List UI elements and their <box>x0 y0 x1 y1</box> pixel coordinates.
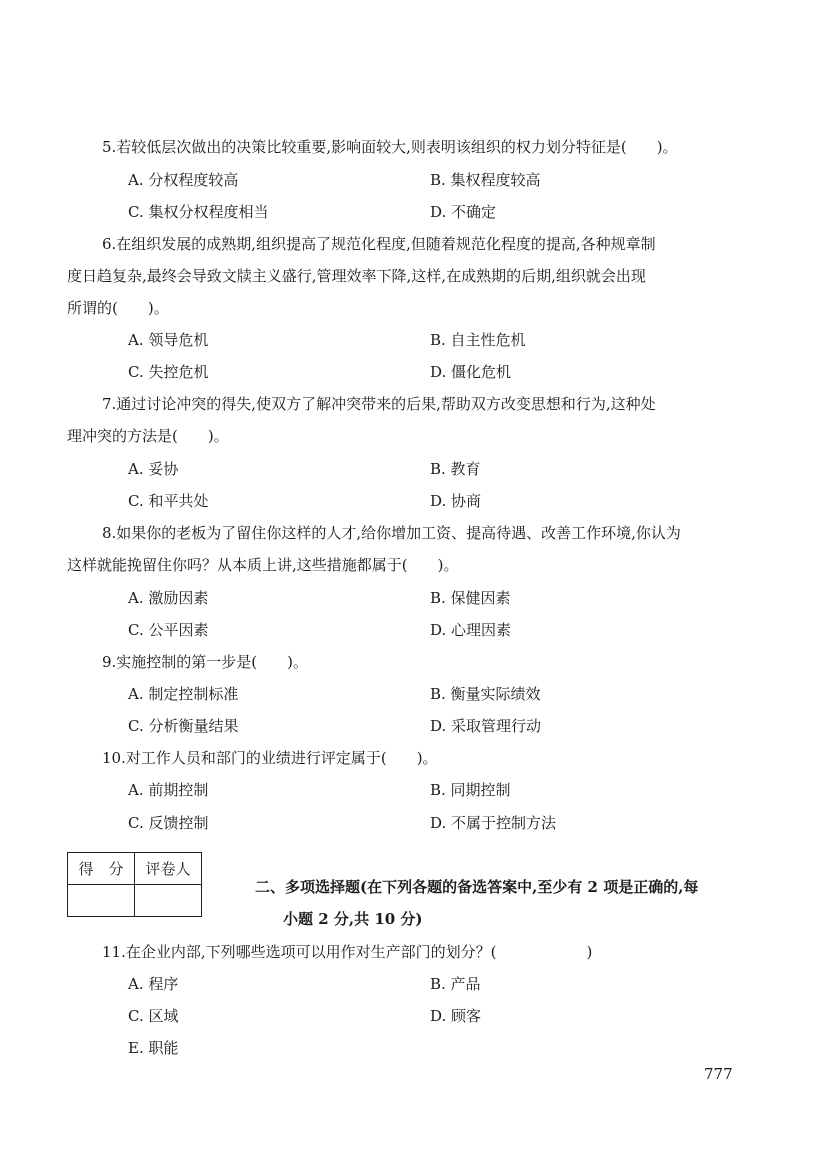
question-6-stem-line-1: 6.在组织发展的成熟期,组织提高了规范化程度,但随着规范化程度的提高,各种规章制 <box>102 235 656 253</box>
question-8-option-d: D. 心理因素 <box>430 621 512 639</box>
question-7-option-a: A. 妥协 <box>128 460 179 478</box>
question-7-option-c: C. 和平共处 <box>128 492 209 510</box>
question-6-option-a: A. 领导危机 <box>128 331 209 349</box>
question-11-option-d: D. 顾客 <box>430 1007 482 1025</box>
score-label: 得 分 <box>68 853 135 885</box>
question-10-option-c: C. 反馈控制 <box>128 814 209 832</box>
question-11-option-a: A. 程序 <box>128 975 179 993</box>
question-9-option-c: C. 分析衡量结果 <box>128 717 239 735</box>
question-9-option-a: A. 制定控制标准 <box>128 685 239 703</box>
question-8-option-b: B. 保健因素 <box>430 589 511 607</box>
question-7-option-d: D. 协商 <box>430 492 482 510</box>
section-2-heading-line-1: 二、多项选择题(在下列各题的备选答案中,至少有 2 项是正确的,每 <box>255 878 699 896</box>
score-field[interactable] <box>68 885 135 917</box>
question-5-option-b: B. 集权程度较高 <box>430 171 541 189</box>
question-9-option-d: D. 采取管理行动 <box>430 717 542 735</box>
question-7-stem-line-2: 理冲突的方法是( )。 <box>67 427 229 445</box>
question-5-option-c: C. 集权分权程度相当 <box>128 203 269 221</box>
question-8-option-c: C. 公平因素 <box>128 621 209 639</box>
question-10-stem: 10.对工作人员和部门的业绩进行评定属于( )。 <box>102 749 438 767</box>
question-6-option-c: C. 失控危机 <box>128 363 209 381</box>
question-9-option-b: B. 衡量实际绩效 <box>430 685 541 703</box>
grader-field[interactable] <box>135 885 202 917</box>
question-5-option-a: A. 分权程度较高 <box>128 171 239 189</box>
grader-label: 评卷人 <box>135 853 202 885</box>
score-table <box>67 852 202 917</box>
question-6-stem-line-2: 度日趋复杂,最终会导致文牍主义盛行,管理效率下降,这样,在成熟期的后期,组织就会出现 <box>67 267 646 285</box>
question-11-option-e: E. 职能 <box>128 1039 179 1057</box>
question-5-stem: 5.若较低层次做出的决策比较重要,影响面较大,则表明该组织的权力划分特征是( )。 <box>102 138 678 156</box>
question-11-option-b: B. 产品 <box>430 975 481 993</box>
question-10-option-b: B. 同期控制 <box>430 781 511 799</box>
question-7-stem-line-1: 7.通过讨论冲突的得失,使双方了解冲突带来的后果,帮助双方改变思想和行为,这种处 <box>102 395 656 413</box>
question-6-stem-line-3: 所谓的( )。 <box>67 299 169 317</box>
question-6-option-d: D. 僵化危机 <box>430 363 512 381</box>
question-8-option-a: A. 激励因素 <box>128 589 209 607</box>
question-8-stem-line-1: 8.如果你的老板为了留住你这样的人才,给你增加工资、提高待遇、改善工作环境,你认为 <box>102 524 681 542</box>
question-10-option-a: A. 前期控制 <box>128 781 209 799</box>
question-5-option-d: D. 不确定 <box>430 203 497 221</box>
section-2-heading-line-2: 小题 2 分,共 10 分) <box>283 910 423 928</box>
question-7-option-b: B. 教育 <box>430 460 481 478</box>
question-6-option-b: B. 自主性危机 <box>430 331 526 349</box>
question-8-stem-line-2: 这样就能挽留住你吗？从本质上讲,这些措施都属于( )。 <box>67 556 459 574</box>
page-number: 777 <box>704 1065 733 1083</box>
question-9-stem: 9.实施控制的第一步是( )。 <box>102 653 309 671</box>
question-11-stem: 11.在企业内部,下列哪些选项可以用作对生产部门的划分？( ) <box>102 943 593 961</box>
question-10-option-d: D. 不属于控制方法 <box>430 814 557 832</box>
question-11-option-c: C. 区域 <box>128 1007 179 1025</box>
